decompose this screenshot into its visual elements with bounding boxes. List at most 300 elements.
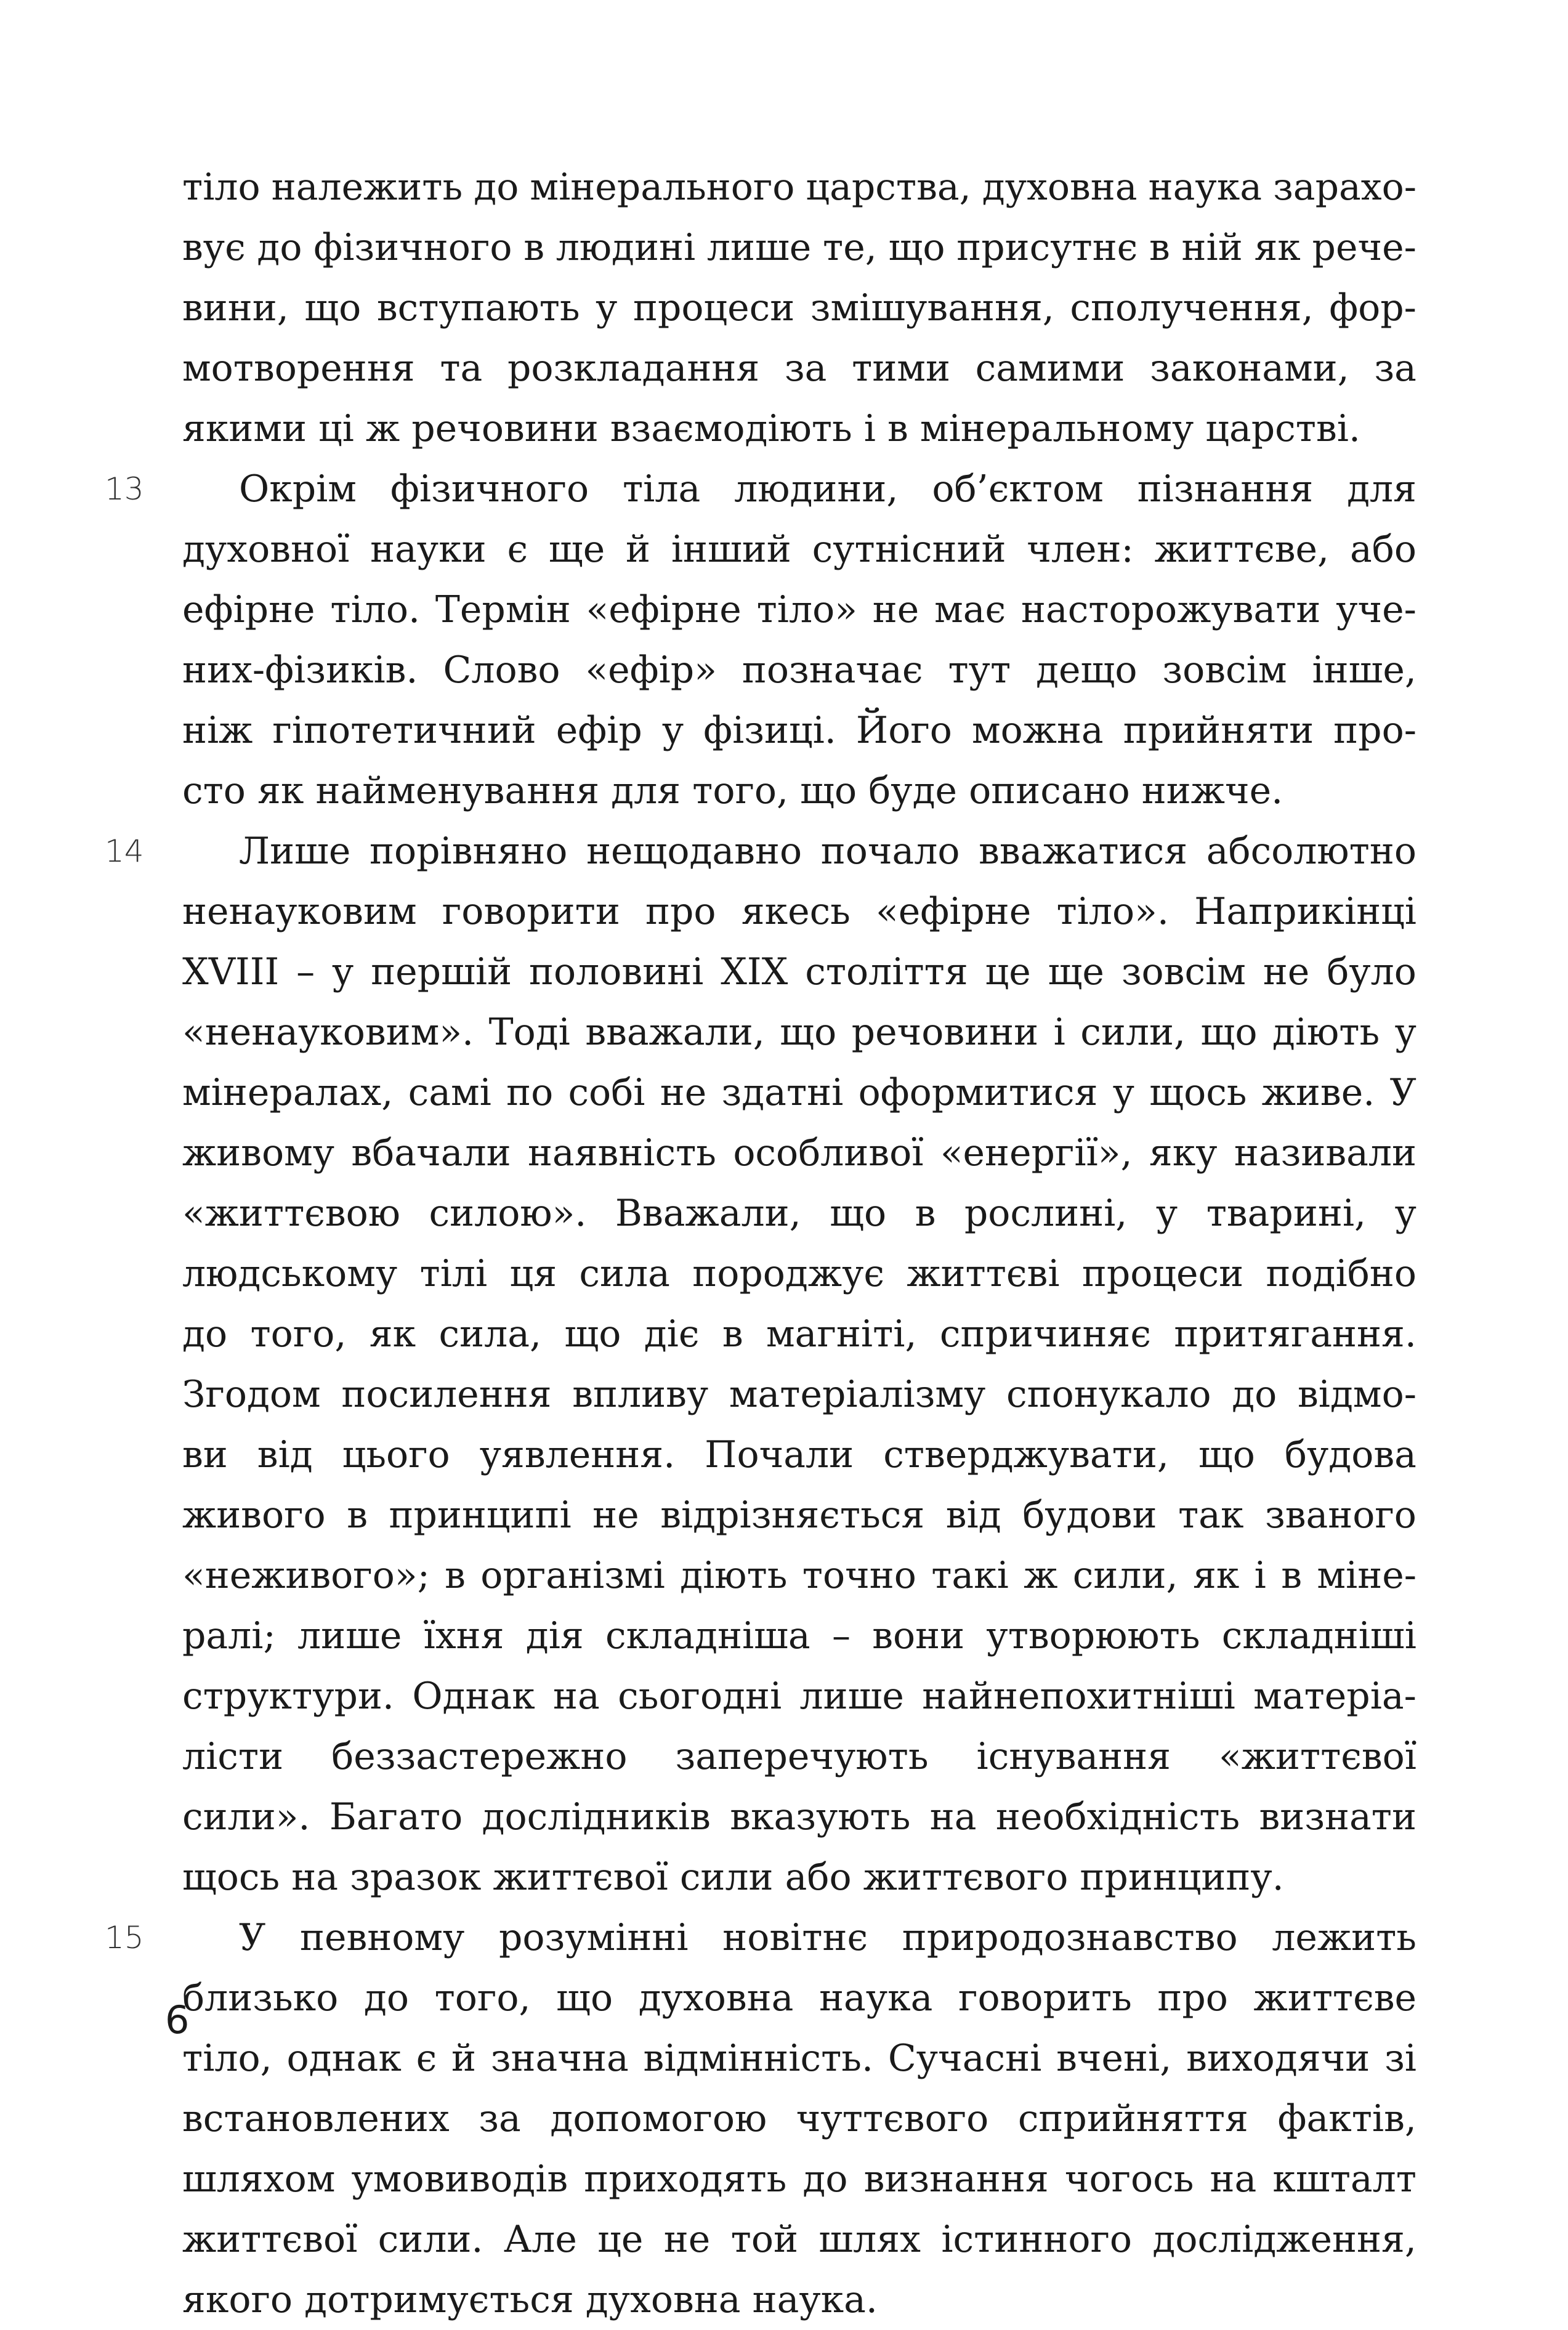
word: за [1374, 347, 1416, 390]
word: сили [679, 1856, 774, 1899]
word: принципі [389, 1494, 572, 1537]
word: століття [805, 950, 968, 993]
text-line [182, 881, 1416, 942]
word: особливої [733, 1131, 924, 1175]
word: про [1157, 1976, 1228, 2020]
word: в [1281, 1554, 1302, 1597]
word: що [800, 769, 857, 812]
word: на [553, 1675, 600, 1718]
word: є [416, 2037, 437, 2080]
word: діє [644, 1313, 700, 1356]
word: духовна [638, 1976, 794, 2020]
page-number: 6 [165, 1997, 190, 2042]
word: об’єктом [932, 467, 1104, 511]
paragraph [182, 157, 1416, 459]
word: цього [342, 1433, 450, 1476]
word: має [934, 588, 1006, 631]
word: приходять [584, 2158, 787, 2201]
word: чуттєвого [796, 2097, 989, 2140]
word: найменування [315, 769, 600, 812]
text-line [182, 1606, 1416, 1666]
word: того, [250, 1313, 347, 1356]
word: діють [680, 1554, 788, 1597]
word: до [802, 2158, 848, 2201]
word: що [1200, 1011, 1258, 1054]
word: притягання. [1174, 1313, 1416, 1356]
text-line [182, 640, 1416, 700]
word: фізиці. [703, 709, 836, 752]
word: що [888, 226, 945, 269]
word: можна [971, 709, 1104, 752]
word: гіпотетичний [272, 709, 536, 752]
word: наука [1148, 166, 1262, 209]
word: й [626, 528, 651, 571]
word: рослині, [964, 1192, 1128, 1235]
word: XVIII [182, 950, 280, 993]
word: Але [503, 2218, 577, 2261]
word: не [872, 588, 919, 631]
word: було [1327, 950, 1416, 993]
word: зі [1384, 2037, 1416, 2080]
word: ще [1048, 950, 1104, 993]
word: дещо [1036, 649, 1138, 692]
word: від [257, 1433, 313, 1476]
word: – [831, 1614, 851, 1657]
word: посилення [341, 1373, 552, 1416]
word: говорить [958, 1976, 1132, 2020]
text-line [182, 1002, 1416, 1062]
word: в [887, 407, 908, 450]
word: породжує [692, 1252, 884, 1295]
word: в [915, 1192, 936, 1235]
word: для [611, 769, 681, 812]
word: XIX [721, 950, 788, 993]
text-line [182, 1062, 1416, 1123]
word: званого [1264, 1494, 1416, 1537]
word: у [1394, 1011, 1416, 1054]
text-line [182, 821, 1416, 881]
word: у [1155, 1192, 1178, 1235]
word: відмо- [1297, 1373, 1416, 1416]
word: у [331, 950, 354, 993]
word: і [863, 407, 876, 450]
word: магніті, [766, 1313, 917, 1356]
word: до [1232, 1373, 1277, 1416]
word: живе. [1261, 1071, 1375, 1114]
word: на [929, 1795, 977, 1839]
word: У [1389, 1071, 1416, 1114]
word: як [1254, 226, 1301, 269]
word: «життєвої [1219, 1735, 1416, 1778]
word: в [445, 1554, 466, 1597]
word: ж [1024, 1554, 1058, 1597]
word: вони [872, 1614, 965, 1657]
word: них-фізиків. [182, 649, 418, 692]
word: ніж [182, 709, 253, 752]
text-line [182, 338, 1416, 398]
word: у [1112, 1071, 1135, 1114]
word: дія [525, 1614, 584, 1657]
word: Вважали, [615, 1192, 801, 1235]
text-line [182, 278, 1416, 338]
word: фізичного [390, 467, 589, 511]
word: лише [706, 226, 812, 269]
word: життєвої [182, 2218, 358, 2261]
word: Лише [239, 830, 351, 873]
word: те, [823, 226, 877, 269]
word: У [239, 1916, 266, 1959]
word: тут [948, 649, 1011, 692]
word: порівняно [369, 830, 568, 873]
word: відрізняється [660, 1494, 925, 1537]
word: Сучасні [887, 2037, 1042, 2080]
word: тими [852, 347, 950, 390]
word: у [1394, 1192, 1416, 1235]
word: фор- [1329, 286, 1416, 330]
word: структури. [182, 1675, 394, 1718]
word: або [785, 1856, 852, 1899]
word: що [780, 1011, 837, 1054]
word: мінералах, [182, 1071, 394, 1114]
word: їхня [423, 1614, 504, 1657]
word: сутнісний [812, 528, 1006, 571]
word: тілі [419, 1252, 488, 1295]
word: шляхом [182, 2158, 336, 2201]
word: «енергії», [940, 1131, 1133, 1175]
word: життєвої [493, 1856, 668, 1899]
word: Почали [705, 1433, 854, 1476]
word: діють [1272, 1011, 1380, 1054]
word: людини, [734, 467, 899, 511]
word: вує [182, 226, 246, 269]
word: «ненауковим». [182, 1011, 474, 1054]
word: мотворення [182, 347, 415, 390]
word: прийняти [1123, 709, 1314, 752]
word: Окрім [239, 467, 357, 511]
word: мінеральному [919, 407, 1194, 450]
word: позначає [742, 649, 923, 692]
word: матеріалізму [729, 1373, 986, 1416]
word: наявність [527, 1131, 716, 1175]
word: розкладання [507, 347, 760, 390]
word: матеріа- [1253, 1675, 1416, 1718]
body-text [182, 157, 1416, 2330]
word: та [440, 347, 483, 390]
word: дослідників [482, 1795, 711, 1839]
word: до [474, 166, 519, 209]
paragraph-number: 14 [105, 833, 144, 869]
word: Згодом [182, 1373, 321, 1416]
word: якого [182, 2278, 293, 2321]
word: сили. [378, 2218, 483, 2261]
word: за [784, 347, 827, 390]
text-line [182, 1304, 1416, 1364]
word: дотримується [304, 2278, 574, 2321]
word: природознавство [902, 1916, 1238, 1959]
word: лісти [182, 1735, 284, 1778]
text-line [182, 2028, 1416, 2089]
word: умовиводів [351, 2158, 568, 2201]
word: член: [1027, 528, 1134, 571]
word: що [564, 1313, 621, 1356]
word: науки [370, 528, 487, 571]
word: міне- [1317, 1554, 1416, 1597]
word: ж [365, 407, 400, 450]
word: уявлення. [479, 1433, 676, 1476]
word: першій [371, 950, 512, 993]
word: сила, [438, 1313, 542, 1356]
word: по [506, 1071, 554, 1114]
word: речовини [411, 407, 599, 450]
paragraph [182, 1907, 1416, 2330]
paragraph [182, 459, 1416, 821]
word: будови [1022, 1494, 1157, 1537]
word: життєве, [1154, 528, 1330, 571]
word: духовної [182, 528, 350, 571]
word: нещодавно [586, 830, 802, 873]
text-line [182, 2089, 1416, 2149]
word: належить [271, 166, 463, 209]
word: і [1254, 1554, 1266, 1597]
word: сили, [1080, 1011, 1186, 1054]
word: стверджувати, [883, 1433, 1169, 1476]
text-line [182, 942, 1416, 1002]
word: лежить [1272, 1916, 1416, 1959]
text-line [182, 459, 1416, 519]
word: ній [1181, 226, 1243, 269]
word: розумінні [498, 1916, 689, 1959]
word: до [257, 226, 302, 269]
word: зразок [350, 1856, 482, 1899]
word: для [1347, 467, 1416, 511]
word: тіло [182, 166, 261, 209]
word: до [363, 1976, 409, 2020]
word: точно [802, 1554, 916, 1597]
word: встановлених [182, 2097, 450, 2140]
word: кшталт [1272, 2158, 1416, 2201]
word: описано [969, 769, 1130, 812]
word: тіла [622, 467, 701, 511]
word: силою». [429, 1192, 587, 1235]
word: буде [868, 769, 958, 812]
word: якесь [741, 890, 851, 933]
word: процеси [632, 286, 795, 330]
text-line [182, 1183, 1416, 1244]
word: мінерального [530, 166, 795, 209]
text-line [182, 217, 1416, 278]
word: однак [286, 2037, 402, 2080]
word: Багато [329, 1795, 463, 1839]
word: наука [819, 1976, 933, 2020]
word: «життєвою [182, 1192, 401, 1235]
word: сили». [182, 1795, 310, 1839]
word: на [291, 1856, 339, 1899]
word: що [556, 1976, 613, 2020]
word: життєве [1253, 1976, 1416, 2020]
word: насторожувати [1020, 588, 1321, 631]
word: уче- [1336, 588, 1416, 631]
word: речовини [851, 1011, 1039, 1054]
word: спричиняє [939, 1313, 1152, 1356]
word: фізичного [313, 226, 512, 269]
word: самими [975, 347, 1125, 390]
word: ралі; [182, 1614, 276, 1657]
word: за [479, 2097, 521, 2140]
word: ефір [556, 709, 642, 752]
word: у [596, 286, 618, 330]
word: вчені, [1056, 2037, 1172, 2080]
word: ви [182, 1433, 228, 1476]
word: яку [1149, 1131, 1218, 1175]
text-line [182, 1485, 1416, 1545]
word: того, [434, 1976, 531, 2020]
word: Наприкінці [1194, 890, 1416, 933]
text-line [182, 1847, 1416, 1907]
word: в [722, 1313, 743, 1356]
word: ця [509, 1252, 557, 1295]
text-line [182, 2209, 1416, 2270]
word: необхідність [995, 1795, 1240, 1839]
word: організмі [480, 1554, 665, 1597]
text-line [182, 1244, 1416, 1304]
text-line [182, 157, 1416, 217]
text-line [182, 1907, 1416, 1968]
word: дослідження, [1152, 2218, 1416, 2261]
word: життєвого [863, 1856, 1069, 1899]
word: вбачали [351, 1131, 511, 1175]
word: як [369, 1313, 416, 1356]
word: про [645, 890, 716, 933]
word: сполучення, [1070, 286, 1314, 330]
word: лише [799, 1675, 904, 1718]
word: «ефірне [586, 588, 742, 631]
word: тіло». [1056, 890, 1169, 933]
word: вказують [730, 1795, 911, 1839]
word: сила [579, 1252, 670, 1295]
word: складніша [605, 1614, 810, 1657]
word: духовна [982, 166, 1138, 209]
word: утворюють [986, 1614, 1200, 1657]
word: половині [528, 950, 704, 993]
word: вважали, [585, 1011, 765, 1054]
word: у [661, 709, 684, 752]
word: ці [318, 407, 354, 450]
word: інший [671, 528, 791, 571]
word: «ефір» [585, 649, 717, 692]
word: не [660, 1071, 707, 1114]
word: в [523, 226, 544, 269]
text-line [182, 2149, 1416, 2209]
word: так [1178, 1494, 1244, 1537]
text-line [182, 2270, 1416, 2330]
word: що [304, 286, 362, 330]
word: говорити [442, 890, 620, 933]
word: духовна [585, 2278, 741, 2321]
text-line [182, 1123, 1416, 1183]
word: Однак [412, 1675, 535, 1718]
word: це [597, 2218, 644, 2261]
word: не [592, 1494, 639, 1537]
paragraph-number: 13 [105, 471, 144, 507]
text-line [182, 761, 1416, 821]
word: тіло» [756, 588, 857, 631]
word: визнати [1259, 1795, 1416, 1839]
word: принципу. [1080, 1856, 1284, 1899]
word: визнання [863, 2158, 1049, 2201]
word: «неживого»; [182, 1554, 430, 1597]
word: найнепохитніші [922, 1675, 1235, 1718]
text-line [182, 700, 1416, 761]
word: абсолютно [1206, 830, 1416, 873]
word: інше, [1312, 649, 1416, 692]
word: вини, [182, 286, 289, 330]
word: живого [182, 1494, 326, 1537]
word: називали [1234, 1131, 1416, 1175]
word: царства, [806, 166, 971, 209]
word: значна [490, 2037, 629, 2080]
word: існування [976, 1735, 1171, 1778]
word: нижче. [1141, 769, 1283, 812]
word: що [830, 1192, 887, 1235]
word: й [451, 2037, 477, 2080]
word: щось [1149, 1071, 1247, 1114]
word: і [1053, 1011, 1065, 1054]
text-line [182, 580, 1416, 640]
word: новітнє [722, 1916, 868, 1959]
word: щось [182, 1856, 280, 1899]
word: наука. [752, 2278, 878, 2321]
word: тіло, [182, 2037, 272, 2080]
word: Термін [435, 588, 571, 631]
word: людському [182, 1252, 398, 1295]
word: шлях [818, 2218, 921, 2261]
text-line [182, 1968, 1416, 2028]
word: почало [820, 830, 960, 873]
word: не [663, 2218, 711, 2261]
text-line [182, 398, 1416, 459]
word: в [347, 1494, 368, 1537]
word: Слово [443, 649, 560, 692]
word: подібно [1266, 1252, 1416, 1295]
word: живому [182, 1131, 335, 1175]
word: самі [408, 1071, 491, 1114]
word: того, [692, 769, 789, 812]
word: взаємодіють [610, 407, 852, 450]
text-line [182, 1364, 1416, 1425]
word: чогось [1064, 2158, 1194, 2201]
word: Тоді [488, 1011, 570, 1054]
word: «ефірне [876, 890, 1032, 933]
word: ще [548, 528, 605, 571]
word: тварині, [1206, 1192, 1367, 1235]
word: царстві. [1205, 407, 1360, 450]
word: присутнє [956, 226, 1138, 269]
word: не [1263, 950, 1310, 993]
word: або [1349, 528, 1416, 571]
text-line [182, 1666, 1416, 1726]
word: ефірне [182, 588, 315, 631]
word: на [1210, 2158, 1257, 2201]
paragraph [182, 821, 1416, 1907]
word: сприйняття [1017, 2097, 1248, 2140]
paragraph-number: 15 [105, 1920, 144, 1956]
word: істинного [941, 2218, 1132, 2261]
word: в [1149, 226, 1170, 269]
text-line [182, 1726, 1416, 1787]
word: змішування, [810, 286, 1054, 330]
word: складніші [1221, 1614, 1416, 1657]
word: фактів, [1277, 2097, 1416, 2140]
